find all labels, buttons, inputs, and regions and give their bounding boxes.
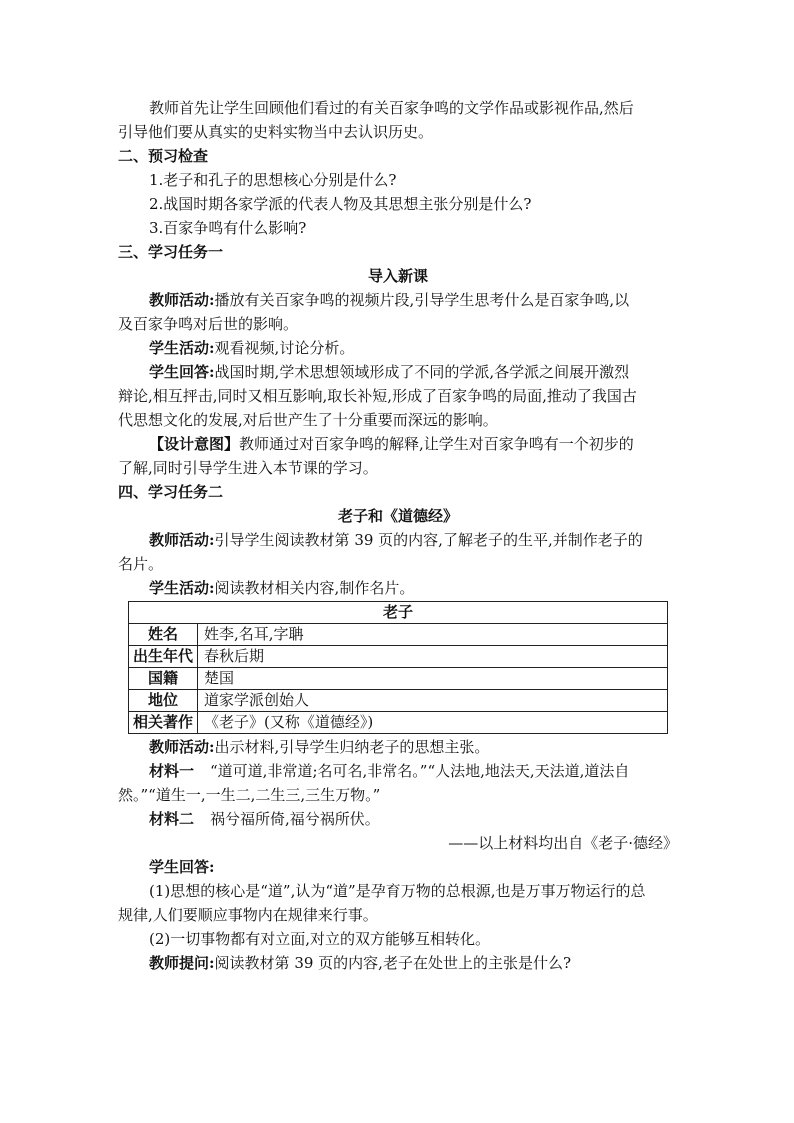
label-material-2: 材料二 (149, 810, 195, 828)
teacher-question (118, 951, 678, 975)
card-value: 道家学派创始人 (198, 690, 668, 712)
card-value: 《老子》(又称《道德经》) (198, 712, 668, 734)
label-student-activity: 学生活动: (149, 339, 215, 357)
teacher-activity-3 (118, 735, 678, 759)
material-1 (118, 759, 678, 783)
student-answer-1-cont-a: 辩论,相互抨击,同时又相互影响,取长补短,形成了百家争鸣的局面,推动了我国古 (118, 387, 637, 405)
label-teacher-activity: 教师活动: (149, 531, 215, 549)
table-row (129, 624, 668, 646)
student-activity-2 (118, 576, 678, 600)
design-intent-cont: 了解,同时引导学生进入本节课的学习。 (118, 459, 378, 477)
intro-line-2: 引导他们要从真实的史料实物当中去认识历史。 (118, 123, 434, 141)
section-heading-task-1: 三、学习任务一 (118, 243, 224, 261)
table-row (129, 712, 668, 734)
teacher-activity-2 (118, 528, 678, 552)
answer-point-1-cont: 规律,人们要顺应事物内在规律来行事。 (118, 906, 378, 924)
label-teacher-activity: 教师活动: (149, 738, 215, 756)
label-teacher-question: 教师提问: (149, 954, 215, 972)
label-student-answer: 学生回答: (149, 858, 215, 876)
laozi-name-card (128, 601, 668, 734)
card-key: 相关著作 (129, 712, 198, 734)
label-student-activity: 学生活动: (149, 579, 215, 597)
answer-point-2: (2)一切事物都有对立面,对立的双方能够互相转化。 (149, 930, 491, 948)
card-title-row (129, 602, 668, 624)
material-source: ——以上材料均出自《老子·德经》 (448, 834, 678, 852)
section-heading-task-2: 四、学习任务二 (118, 483, 224, 501)
section-heading-preview: 二、预习检查 (118, 147, 209, 165)
card-key: 国籍 (129, 668, 198, 690)
material-2-text: 祸兮福所倚,福兮祸所伏。 (210, 810, 380, 828)
answer-point-1: (1)思想的核心是“道”,认为“道”是孕育万物的总根源,也是万事万物运行的总 (149, 882, 646, 900)
table-row (129, 646, 668, 668)
subtitle-intro-lesson: 导入新课 (367, 267, 428, 285)
material-2 (118, 807, 678, 831)
table-row (129, 668, 668, 690)
label-design-intent: 【设计意图】 (149, 435, 240, 453)
student-answer-1 (118, 360, 678, 384)
document-page (118, 96, 678, 975)
student-activity-text: 观看视频,讨论分析。 (214, 339, 355, 357)
teacher-activity-1 (118, 288, 678, 312)
intro-line-1: 教师首先让学生回顾他们看过的有关百家争鸣的文学作品或影视作品,然后 (149, 99, 634, 117)
card-title: 老子 (129, 602, 668, 624)
teacher-activity-text: 引导学生阅读教材第 39 页的内容,了解老子的生平,并制作老子的 (214, 531, 643, 549)
card-key: 姓名 (129, 624, 198, 646)
card-value: 楚国 (198, 668, 668, 690)
label-student-answer: 学生回答: (149, 363, 215, 381)
teacher-activity-text: 播放有关百家争鸣的视频片段,引导学生思考什么是百家争鸣,以 (214, 291, 630, 309)
teacher-activity-2-cont: 名片。 (118, 555, 164, 573)
subtitle-laozi: 老子和《道德经》 (337, 507, 458, 525)
preview-question-2: 2.战国时期各家学派的代表人物及其思想主张分别是什么? (149, 195, 532, 213)
preview-question-3: 3.百家争鸣有什么影响? (149, 219, 307, 237)
card-key: 出生年代 (129, 646, 198, 668)
preview-question-1: 1.老子和孔子的思想核心分别是什么? (149, 171, 397, 189)
teacher-question-text: 阅读教材第 39 页的内容,老子在处世上的主张是什么? (214, 954, 571, 972)
label-teacher-activity: 教师活动: (149, 291, 215, 309)
student-answer-text: 战国时期,学术思想领域形成了不同的学派,各学派之间展开激烈 (214, 363, 630, 381)
student-activity-text: 阅读教材相关内容,制作名片。 (214, 579, 415, 597)
card-key: 地位 (129, 690, 198, 712)
material-1-cont: 然。”“道生一,一生二,二生三,三生万物。” (118, 786, 381, 804)
student-answer-1-cont-b: 代思想文化的发展,对后世产生了十分重要而深远的影响。 (118, 411, 498, 429)
teacher-activity-1-cont: 及百家争鸣对后世的影响。 (118, 315, 299, 333)
table-row (129, 690, 668, 712)
design-intent-text: 教师通过对百家争鸣的解释,让学生对百家争鸣有一个初步的 (239, 435, 634, 453)
label-material-1: 材料一 (149, 762, 195, 780)
card-value: 春秋后期 (198, 646, 668, 668)
card-value: 姓李,名耳,字聃 (198, 624, 668, 646)
design-intent (118, 432, 678, 456)
student-activity-1 (118, 336, 678, 360)
material-1-text: “道可道,非常道;名可名,非常名。”“人法地,地法天,天法道,道法自 (210, 762, 630, 780)
teacher-activity-text: 出示材料,引导学生归纳老子的思想主张。 (214, 738, 490, 756)
